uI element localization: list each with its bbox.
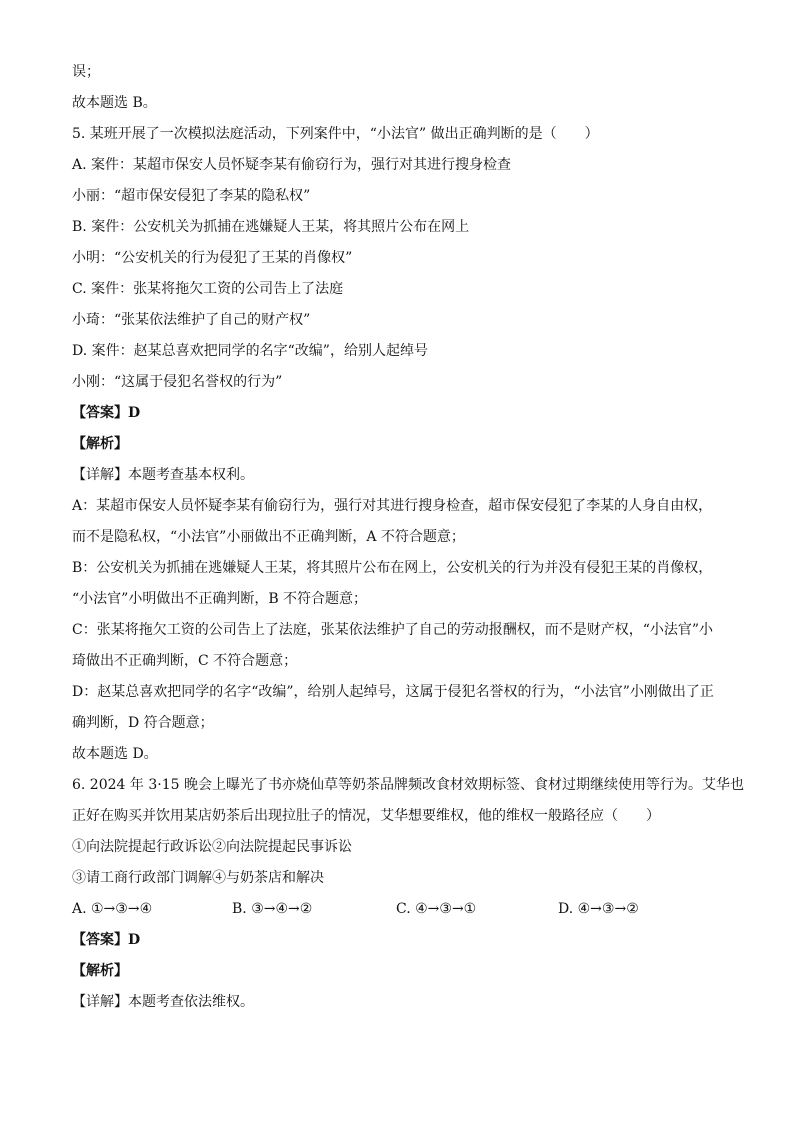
text-line: 误； xyxy=(72,64,100,80)
explanation-line: 确判断，D 符合题意； xyxy=(72,715,214,731)
question-6-stem-cont: 正好在购买并饮用某店奶茶后出现拉肚子的情况，艾华想要维权，他的维权一般路径应（ ） xyxy=(72,808,660,824)
question-6-items: ③请工商行政部门调解④与奶茶店和解决 xyxy=(72,870,324,886)
explanation-line: C：张某将拖欠工资的公司告上了法庭，张某依法维护了自己的劳动报酬权，而不是财产权，“小法官”小 xyxy=(72,622,714,638)
detail-line: 【详解】本题考查基本权利。 xyxy=(72,467,254,483)
option-b-case: B. 案件：公安机关为抓捕在逃嫌疑人王某，将其照片公布在网上 xyxy=(72,219,470,235)
option-d-case: D. 案件：赵某总喜欢把同学的名字“改编”，给别人起绰号 xyxy=(72,343,428,359)
analysis-label: 【解析】 xyxy=(72,963,128,979)
explanation-line: 而不是隐私权，“小法官”小丽做出不正确判断，A 不符合题意； xyxy=(72,529,465,545)
option-d: D. ④→③→② xyxy=(558,901,639,917)
conclusion-line: 故本题选 D。 xyxy=(72,746,158,762)
option-c-case: C. 案件：张某将拖欠工资的公司告上了法庭 xyxy=(72,281,344,297)
explanation-line: A：某超市保安人员怀疑李某有偷窃行为，强行对其进行搜身检查，超市保安侵犯了李某的人身自由权， xyxy=(72,498,713,514)
question-6-stem: 6. 2024 年 3·15 晚会上曝光了书亦烧仙草等奶茶品牌频改食材效期标签、食材过期继续使用等行为。艾华也 xyxy=(72,777,744,793)
option-a-case: A. 案件：某超市保安人员怀疑李某有偷窃行为，强行对其进行搜身检查 xyxy=(72,157,512,173)
question-6-items: ①向法院提起行政诉讼②向法院提起民事诉讼 xyxy=(72,839,352,855)
analysis-label: 【解析】 xyxy=(72,436,128,452)
explanation-line: B：公安机关为抓捕在逃嫌疑人王某，将其照片公布在网上，公安机关的行为并没有侵犯王某的肖像权， xyxy=(72,560,713,576)
option-b: B. ③→④→② xyxy=(232,901,313,917)
option-a: A. ①→③→④ xyxy=(72,901,153,917)
explanation-line: “小法官”小明做出不正确判断，B 不符合题意； xyxy=(72,591,368,607)
answer-label: 【答案】D xyxy=(72,932,141,948)
option-c-judgement: 小琦：“张某依法维护了自己的财产权” xyxy=(72,312,311,328)
text-line: 故本题选 B。 xyxy=(72,95,157,111)
option-b-judgement: 小明：“公安机关的行为侵犯了王某的肖像权” xyxy=(72,250,353,266)
answer-label: 【答案】D xyxy=(72,405,141,421)
option-a-judgement: 小丽：“超市保安侵犯了李某的隐私权” xyxy=(72,188,311,204)
explanation-line: 琦做出不正确判断，C 不符合题意； xyxy=(72,653,298,669)
option-d-judgement: 小刚：“这属于侵犯名誉权的行为” xyxy=(72,374,283,390)
detail-line: 【详解】本题考查依法维权。 xyxy=(72,994,254,1010)
question-5-stem: 5. 某班开展了一次模拟法庭活动，下列案件中，“小法官” 做出正确判断的是（ ） xyxy=(72,126,599,142)
option-c: C. ④→③→① xyxy=(396,901,477,917)
explanation-line: D：赵某总喜欢把同学的名字“改编”，给别人起绰号，这属于侵犯名誉权的行为，“小法官”小刚做出了正 xyxy=(72,684,714,700)
options-row xyxy=(72,899,639,919)
